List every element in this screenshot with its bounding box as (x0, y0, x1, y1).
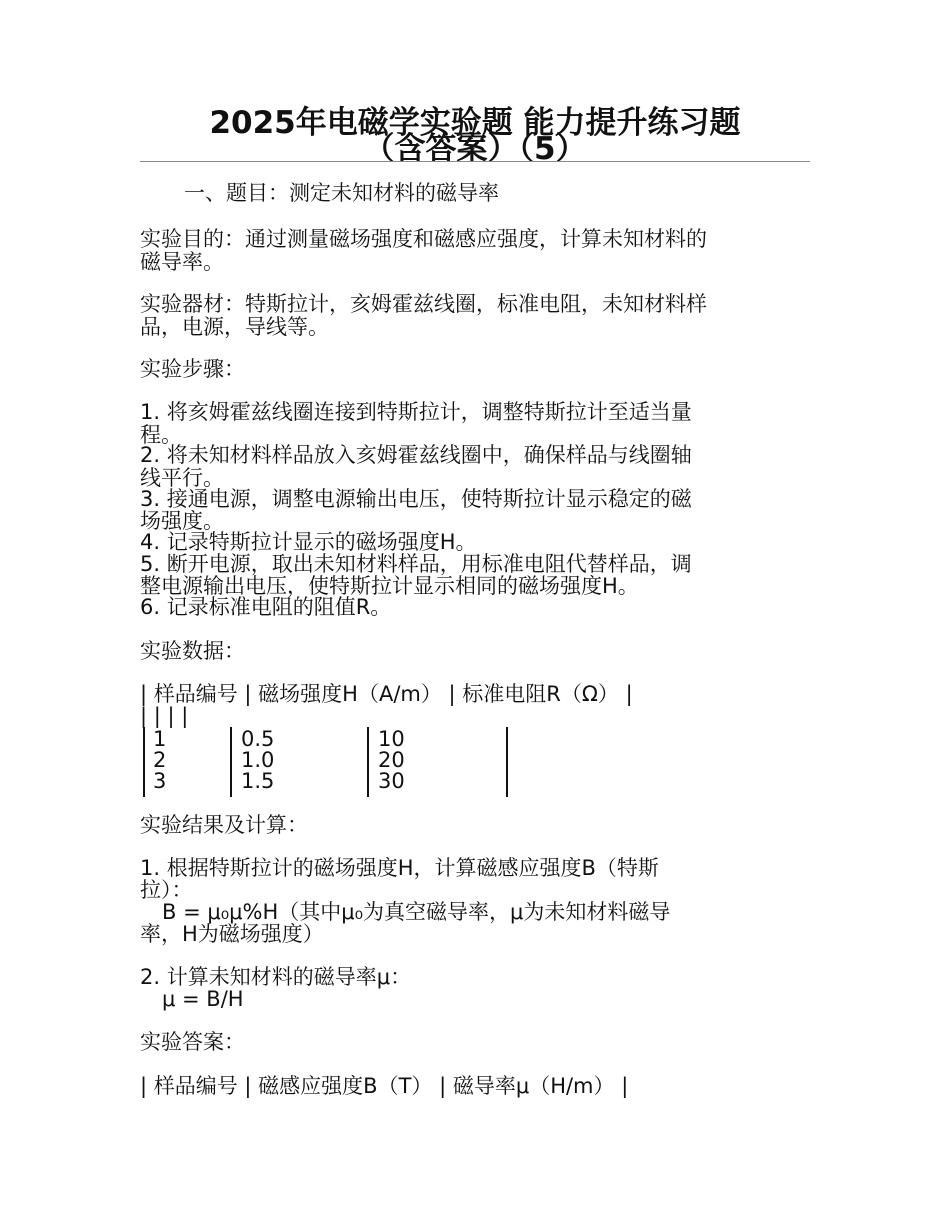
row1-field-strength: 0.5 (241, 727, 275, 751)
equipment-line2: 品，电源，导线等。 (140, 315, 329, 339)
row3-id: 3 (153, 769, 167, 793)
table-border-right (506, 727, 508, 797)
document-title-line2: （含答案）（5） (363, 131, 587, 167)
purpose-line1: 实验目的：通过测量磁场强度和磁感应强度，计算未知材料的 (140, 227, 707, 251)
result-item2: 2. 计算未知材料的磁导率μ： (140, 965, 412, 989)
table-border-col3 (367, 727, 369, 797)
row3-field-strength: 1.5 (241, 769, 275, 793)
step-5-line2: 整电源输出电压，使特斯拉计显示相同的磁场强度H。 (140, 574, 639, 598)
data-table-separator: | | | | (140, 704, 189, 728)
step-2-line2: 线平行。 (140, 466, 224, 490)
step-4-line1: 4. 记录特斯拉计显示的磁场强度H。 (140, 530, 477, 554)
step-6-line1: 6. 记录标准电阻的阻值R。 (140, 595, 392, 619)
formula-b-line2: 率，H为磁场强度） (140, 922, 324, 946)
row1-id: 1 (153, 727, 167, 751)
data-heading: 实验数据： (140, 639, 245, 663)
results-heading: 实验结果及计算： (140, 813, 308, 837)
title-underline (140, 161, 810, 162)
step-5-line1: 5. 断开电源，取出未知材料样品，用标准电阻代替样品，调 (140, 552, 692, 576)
row2-resistance: 20 (378, 748, 405, 772)
answer-table-header: | 样品编号 | 磁感应强度B（T） | 磁导率μ（H/m） | (140, 1074, 629, 1098)
result-item1-line2: 拉）： (140, 878, 193, 902)
step-3-line1: 3. 接通电源，调整电源输出电压，使特斯拉计显示稳定的磁 (140, 487, 692, 511)
row1-resistance: 10 (378, 727, 405, 751)
formula-mu: μ = B/H (162, 987, 244, 1011)
table-border-left (143, 727, 145, 797)
section-heading: 一、题目：测定未知材料的磁导率 (184, 181, 499, 205)
result-item1-line1: 1. 根据特斯拉计的磁场强度H，计算磁感应强度B（特斯 (140, 856, 659, 880)
step-3-line2: 场强度。 (140, 509, 224, 533)
row3-resistance: 30 (378, 769, 405, 793)
row2-id: 2 (153, 748, 167, 772)
step-1-line2: 程。 (140, 423, 182, 447)
equipment-line1: 实验器材：特斯拉计，亥姆霍兹线圈，标准电阻，未知材料样 (140, 292, 707, 316)
row2-field-strength: 1.0 (241, 748, 275, 772)
step-2-line1: 2. 将未知材料样品放入亥姆霍兹线圈中，确保样品与线圈轴 (140, 443, 692, 467)
formula-b-line1: B = μ₀μ%H（其中μ₀为真空磁导率，μ为未知材料磁导 (162, 900, 671, 924)
document-title-line1: 2025年电磁学实验题 能力提升练习题 (209, 105, 741, 141)
steps-heading: 实验步骤： (140, 357, 245, 381)
answer-heading: 实验答案： (140, 1030, 245, 1054)
table-border-col2 (230, 727, 232, 797)
purpose-line2: 磁导率。 (140, 250, 224, 274)
data-table-header: | 样品编号 | 磁场强度H（A/m） | 标准电阻R（Ω） | (140, 682, 633, 706)
step-1-line1: 1. 将亥姆霍兹线圈连接到特斯拉计，调整特斯拉计至适当量 (140, 400, 692, 424)
